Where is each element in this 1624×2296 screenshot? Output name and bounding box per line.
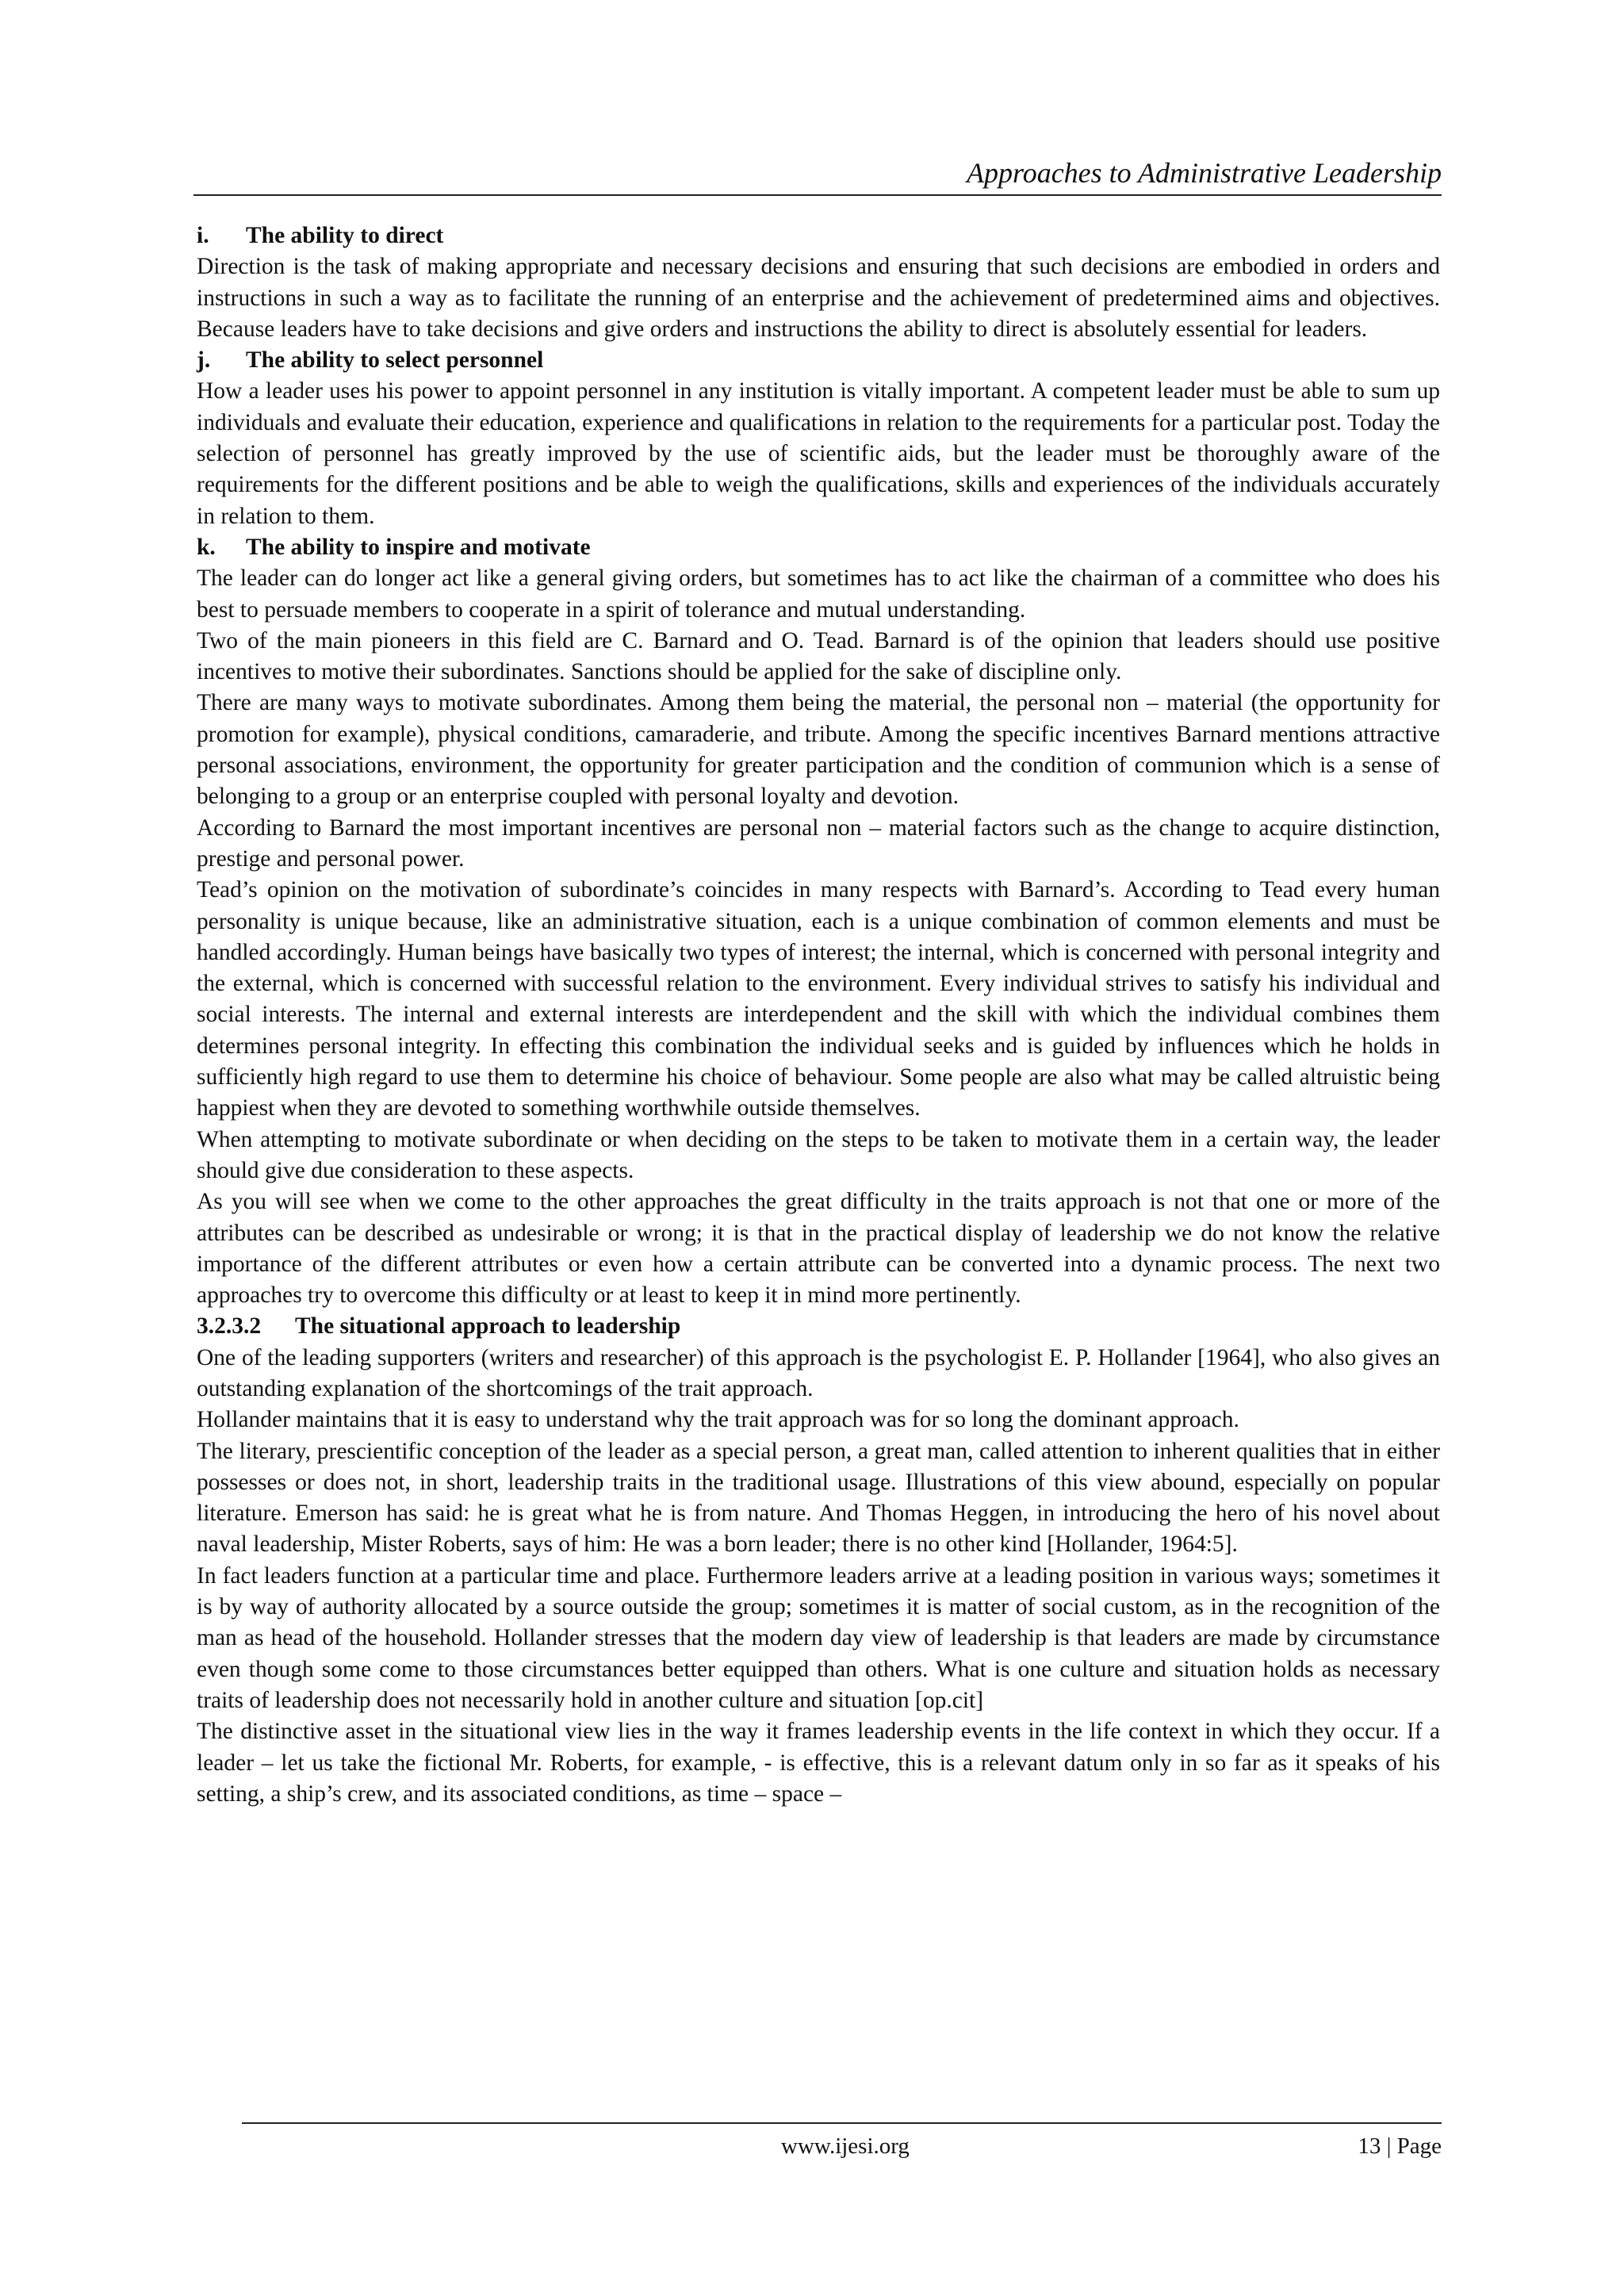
paragraph: The leader can do longer act like a general giving orders, but sometimes has to act like the chairman of a committee who does his best to persuade members to cooperate in a spirit of tolerance and mutual understanding. bbox=[197, 565, 1440, 623]
paragraph: According to Barnard the most important incentives are personal non – material factors such as the change to acquire distinction, prestige and personal power. bbox=[197, 815, 1440, 872]
article-body bbox=[197, 220, 1440, 1810]
subsection-direct bbox=[197, 220, 1440, 345]
section-situational-approach bbox=[197, 1311, 1440, 1810]
subsection-label: k. bbox=[197, 534, 216, 560]
subsection-heading bbox=[197, 532, 1440, 563]
paragraph: When attempting to motivate subordinate or when deciding on the steps to be taken to motivate them in a certain way, the leader should give due consideration to these aspects. bbox=[197, 1126, 1440, 1183]
paragraph: In fact leaders function at a particular time and place. Furthermore leaders arrive at a leading position in various ways; sometimes it is by way of authority allocated by a source outside the group; sometimes it is matter of social custom, as in the recognition of the man as head of the household. Hollander stresses that the modern day view of leadership is that leaders are made by circumstance even though some come to those circumstances better equipped than others. What is one culture and situation holds as necessary traits of leadership does not necessarily hold in another culture and situation [op.cit] bbox=[197, 1562, 1440, 1713]
paragraph: Two of the main pioneers in this field are C. Barnard and O. Tead. Barnard is of the opinion that leaders should use positive incentives to motive their subordinates. Sanctions should be applied for the sake of discipline only. bbox=[197, 627, 1440, 685]
section-heading bbox=[197, 1311, 1440, 1342]
running-head: Approaches to Administrative Leadership bbox=[967, 157, 1442, 189]
subsection-label: i. bbox=[197, 223, 209, 248]
subsection-inspire-motivate bbox=[197, 532, 1440, 1311]
paragraph: As you will see when we come to the other approaches the great difficulty in the traits approach is not that one or more of the attributes can be described as undesirable or wrong; it is that in the practical display of leadership we do not know the relative importance of the different attributes or even how a certain attribute can be converted into a dynamic process. The next two approaches try to overcome this difficulty or at least to keep it in mind more pertinently. bbox=[197, 1189, 1440, 1309]
subsection-title: The ability to direct bbox=[246, 223, 444, 248]
paragraph: Tead’s opinion on the motivation of subordinate’s coincides in many respects with Barnard’s. According to Tead every human personality is unique because, like an administrative situation, each is a unique combination of common elements and must be handled accordingly. Human beings have basically two types of interest; the internal, which is concerned with personal integrity and the external, which is concerned with successful relation to the environment. Every individual strives to satisfy his individual and social interests. The internal and external interests are interdependent and the skill with which the individual combines them determines personal integrity. In effecting this combination the individual seeks and is guided by influences which he holds in sufficiently high regard to use them to determine his choice of behaviour. Some people are also what may be called altruistic being happiest when they are devoted to something worthwhile outside themselves. bbox=[197, 877, 1440, 1121]
subsection-title: The ability to inspire and motivate bbox=[246, 534, 591, 560]
header-rule bbox=[193, 194, 1442, 196]
subsection-heading bbox=[197, 345, 1440, 376]
paragraph: The literary, prescientific conception of the leader as a special person, a great man, called attention to inherent qualities that in either possesses or does not, in short, leadership traits in the traditional usage. Illustrations of this view abound, especially on popular literature. Emerson has said: he is great what he is from nature. And Thomas Heggen, in introducing the hero of his novel about naval leadership, Mister Roberts, says of him: He was a born leader; there is no other kind [Hollander, 1964:5]. bbox=[197, 1438, 1440, 1558]
subsection-label: j. bbox=[197, 347, 211, 374]
subsection-heading bbox=[197, 220, 1440, 251]
paragraph: There are many ways to motivate subordinates. Among them being the material, the personal non – material (the opportunity for promotion for example), physical conditions, camaraderie, and tribute. Among the specific incentives Barnard mentions attractive personal associations, environment, the opportunity for greater participation and the condition of communion which is a sense of belonging to a group or an enterprise coupled with personal loyalty and devotion. bbox=[197, 690, 1440, 810]
section-number: 3.2.3.2 bbox=[197, 1313, 262, 1340]
paragraph: One of the leading supporters (writers and researcher) of this approach is the psychologist E. P. Hollander [1964], who also gives an outstanding explanation of the shortcomings of the trait approach. bbox=[197, 1344, 1440, 1401]
footer-rule bbox=[242, 2122, 1442, 2124]
paragraph: The distinctive asset in the situational view lies in the way it frames leadership events in the life context in which they occur. If a leader – let us take the fictional Mr. Roberts, for example, - is effective, this is a relevant datum only in so far as it speaks of his setting, a ship’s crew, and its associated conditions, as time – space – bbox=[197, 1719, 1440, 1807]
paragraph: How a leader uses his power to appoint personnel in any institution is vitally important. A competent leader must be able to sum up individuals and evaluate their education, experience and qualifications in relation to the requirements for a particular post. Today the selection of personnel has greatly improved by the use of scientific aids, but the leader must be thoroughly aware of the requirements for the different positions and be able to weigh the qualifications, skills and experiences of the individuals accurately in relation to them. bbox=[197, 378, 1440, 529]
paragraph: Direction is the task of making appropriate and necessary decisions and ensuring that such decisions are embodied in orders and instructions in such a way as to facilitate the running of an enterprise and the achievement of predetermined aims and objectives. Because leaders have to take decisions and give orders and instructions the ability to direct is absolutely essential for leaders. bbox=[197, 254, 1440, 342]
subsection-title: The ability to select personnel bbox=[246, 347, 544, 374]
subsection-select-personnel bbox=[197, 345, 1440, 532]
page-number: 13 | Page bbox=[1358, 2133, 1442, 2159]
section-title: The situational approach to leadership bbox=[295, 1313, 681, 1340]
paragraph: Hollander maintains that it is easy to understand why the trait approach was for so long the dominant approach. bbox=[197, 1407, 1239, 1433]
footer-url: www.ijesi.org bbox=[781, 2133, 910, 2159]
